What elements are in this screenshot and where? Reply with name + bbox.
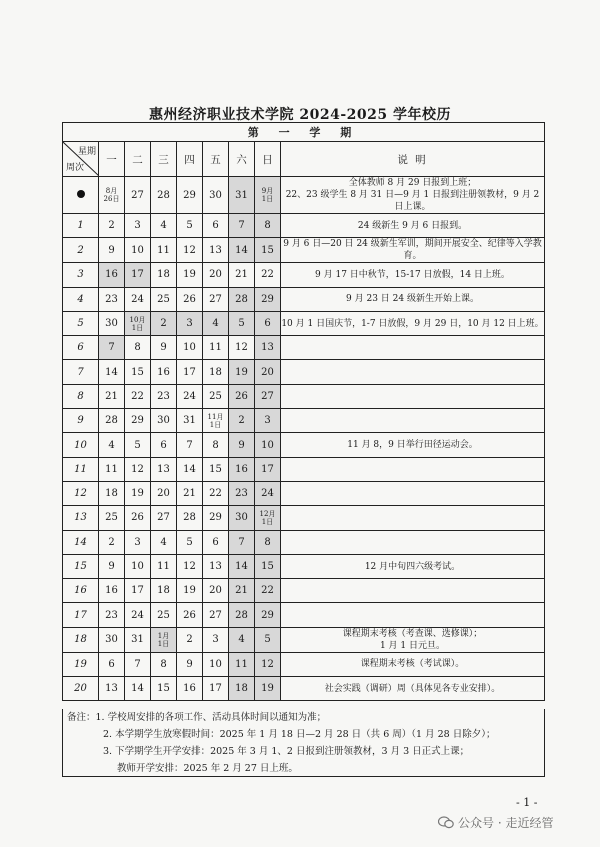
day-cell: 23 bbox=[229, 481, 255, 505]
day-cell: 9 bbox=[99, 554, 125, 578]
day-cell: 21 bbox=[177, 481, 203, 505]
week-row bbox=[63, 214, 545, 238]
week-row bbox=[63, 506, 545, 530]
week-number: 7 bbox=[63, 360, 99, 384]
day-cell: 17 bbox=[255, 457, 281, 481]
day-cell: 2 bbox=[151, 311, 177, 335]
week-row bbox=[63, 627, 545, 652]
day-cell: 20 bbox=[203, 263, 229, 287]
day-cell: 5 bbox=[125, 433, 151, 457]
week-note bbox=[281, 530, 545, 554]
day-cell: 28 bbox=[99, 409, 125, 433]
day-cell: 25 bbox=[151, 603, 177, 627]
day-cell: 11 bbox=[151, 238, 177, 263]
week-row bbox=[63, 177, 545, 214]
day-cell: 17 bbox=[177, 360, 203, 384]
day-cell: 8 bbox=[255, 214, 281, 238]
day-cell: 9 bbox=[151, 336, 177, 360]
week-note bbox=[281, 603, 545, 627]
day-cell: 28 bbox=[177, 506, 203, 530]
day-header: 六 bbox=[229, 142, 255, 177]
day-cell: 4 bbox=[151, 530, 177, 554]
day-cell: 7 bbox=[99, 336, 125, 360]
week-note: 社会实践（调研）周（具体见各专业安排）。 bbox=[281, 677, 545, 701]
day-cell: 14 bbox=[125, 677, 151, 701]
day-cell: 23 bbox=[99, 603, 125, 627]
remarks bbox=[62, 709, 545, 777]
day-cell: 3 bbox=[177, 311, 203, 335]
week-note: 9 月 23 日 24 级新生开始上课。 bbox=[281, 287, 545, 311]
day-cell: 22 bbox=[203, 481, 229, 505]
week-number: 8 bbox=[63, 384, 99, 408]
day-cell: 15 bbox=[151, 677, 177, 701]
day-cell: 12 bbox=[177, 238, 203, 263]
day-cell: 6 bbox=[99, 652, 125, 676]
day-cell: 30 bbox=[229, 506, 255, 530]
week-note: 课程期末考核（考查课、选修课）； 1 月 1 日元旦。 bbox=[281, 627, 545, 652]
week-number: 12 bbox=[63, 481, 99, 505]
day-cell: 3 bbox=[203, 627, 229, 652]
day-cell: 31 bbox=[177, 409, 203, 433]
note-header: 说 明 bbox=[281, 142, 545, 177]
week-note: 9 月 17 日中秋节，15-17 日放假，14 日上班。 bbox=[281, 263, 545, 287]
week-number: 1 bbox=[63, 214, 99, 238]
remark-item: 1. 学校周安排的各项工作、活动具体时间以通知为准； bbox=[95, 712, 327, 723]
day-cell: 13 bbox=[255, 336, 281, 360]
day-cell: 10 bbox=[125, 238, 151, 263]
day-cell: 4 bbox=[99, 433, 125, 457]
day-cell: 16 bbox=[229, 457, 255, 481]
week-note bbox=[281, 579, 545, 603]
day-cell: 25 bbox=[151, 287, 177, 311]
day-cell: 18 bbox=[151, 579, 177, 603]
day-cell: 13 bbox=[203, 554, 229, 578]
day-header: 二 bbox=[125, 142, 151, 177]
day-cell: 10 bbox=[255, 433, 281, 457]
day-header: 四 bbox=[177, 142, 203, 177]
week-row bbox=[63, 579, 545, 603]
week-note: 全体教师 8 月 29 日报到上班； 22、23 级学生 8 月 31 日—9 月 1 日报到注册领教材，9 月 2 日上课。 bbox=[281, 177, 545, 214]
page-number: - 1 - bbox=[516, 796, 538, 809]
day-cell: 9 bbox=[177, 652, 203, 676]
day-cell: 14 bbox=[229, 554, 255, 578]
day-cell: 31 bbox=[229, 177, 255, 214]
day-cell: 5 bbox=[177, 214, 203, 238]
day-cell: 8月 26日 bbox=[99, 177, 125, 214]
week-row bbox=[63, 457, 545, 481]
day-cell: 24 bbox=[255, 481, 281, 505]
day-cell: 11 bbox=[151, 554, 177, 578]
day-cell: 16 bbox=[177, 677, 203, 701]
day-cell: 21 bbox=[229, 263, 255, 287]
day-cell: 20 bbox=[255, 360, 281, 384]
day-cell: 19 bbox=[177, 579, 203, 603]
day-cell: 29 bbox=[203, 506, 229, 530]
day-cell: 26 bbox=[177, 287, 203, 311]
day-cell: 10 bbox=[125, 554, 151, 578]
day-cell: 6 bbox=[255, 311, 281, 335]
day-header: 五 bbox=[203, 142, 229, 177]
day-cell: 22 bbox=[125, 384, 151, 408]
day-cell: 27 bbox=[125, 177, 151, 214]
day-cell: 18 bbox=[229, 677, 255, 701]
remarks-label: 备注： bbox=[67, 712, 96, 723]
corner-cell bbox=[63, 142, 99, 177]
day-cell: 25 bbox=[203, 384, 229, 408]
calendar-table bbox=[62, 122, 545, 701]
week-number: 17 bbox=[63, 603, 99, 627]
remark-item: 3. 下学期学生开学安排：2025 年 3 月 1、2 日报到注册领教材，3 月 3 日正式上课； bbox=[103, 746, 470, 757]
day-cell: 12 bbox=[229, 336, 255, 360]
day-cell: 9月 1日 bbox=[255, 177, 281, 214]
week-row bbox=[63, 530, 545, 554]
day-cell: 2 bbox=[177, 627, 203, 652]
day-cell: 26 bbox=[125, 506, 151, 530]
day-cell: 16 bbox=[99, 263, 125, 287]
day-cell: 3 bbox=[255, 409, 281, 433]
day-cell: 5 bbox=[177, 530, 203, 554]
day-cell: 29 bbox=[255, 287, 281, 311]
day-cell: 8 bbox=[255, 530, 281, 554]
day-cell: 24 bbox=[125, 603, 151, 627]
day-cell: 3 bbox=[125, 214, 151, 238]
day-cell: 16 bbox=[99, 579, 125, 603]
day-cell: 28 bbox=[151, 177, 177, 214]
day-cell: 2 bbox=[229, 409, 255, 433]
corner-week-label: 周次 bbox=[66, 163, 85, 173]
day-cell: 29 bbox=[125, 409, 151, 433]
week-row bbox=[63, 603, 545, 627]
day-cell: 24 bbox=[125, 287, 151, 311]
day-cell: 18 bbox=[203, 360, 229, 384]
week-number: 20 bbox=[63, 677, 99, 701]
day-cell: 30 bbox=[99, 627, 125, 652]
week-row bbox=[63, 384, 545, 408]
day-cell: 19 bbox=[255, 677, 281, 701]
bullet-icon bbox=[77, 190, 85, 198]
day-cell: 22 bbox=[255, 579, 281, 603]
week-number: 5 bbox=[63, 311, 99, 335]
day-cell: 8 bbox=[125, 336, 151, 360]
week-number: 15 bbox=[63, 554, 99, 578]
day-header: 三 bbox=[151, 142, 177, 177]
week-note bbox=[281, 409, 545, 433]
week-row bbox=[63, 481, 545, 505]
day-cell: 19 bbox=[229, 360, 255, 384]
day-cell: 3 bbox=[125, 530, 151, 554]
day-cell: 21 bbox=[99, 384, 125, 408]
day-cell: 10月 1日 bbox=[125, 311, 151, 335]
day-cell: 7 bbox=[177, 433, 203, 457]
week-number: 18 bbox=[63, 627, 99, 652]
week-number: 19 bbox=[63, 652, 99, 676]
week-note: 10 月 1 日国庆节，1-7 日放假，9 月 29 日，10 月 12 日上班。 bbox=[281, 311, 545, 335]
week-number: 4 bbox=[63, 287, 99, 311]
day-cell: 26 bbox=[229, 384, 255, 408]
day-cell: 19 bbox=[177, 263, 203, 287]
day-cell: 28 bbox=[229, 287, 255, 311]
day-cell: 17 bbox=[203, 677, 229, 701]
day-cell: 9 bbox=[99, 238, 125, 263]
day-cell: 8 bbox=[203, 433, 229, 457]
day-cell: 12 bbox=[125, 457, 151, 481]
day-cell: 31 bbox=[125, 627, 151, 652]
week-number: 9 bbox=[63, 409, 99, 433]
week-note: 24 级新生 9 月 6 日报到。 bbox=[281, 214, 545, 238]
week-row bbox=[63, 433, 545, 457]
day-cell: 20 bbox=[203, 579, 229, 603]
day-cell: 17 bbox=[125, 579, 151, 603]
week-row bbox=[63, 287, 545, 311]
week-row bbox=[63, 554, 545, 578]
day-cell: 6 bbox=[203, 214, 229, 238]
day-cell: 25 bbox=[99, 506, 125, 530]
day-cell: 30 bbox=[151, 409, 177, 433]
day-cell: 2 bbox=[99, 530, 125, 554]
week-row bbox=[63, 677, 545, 701]
day-cell: 24 bbox=[177, 384, 203, 408]
day-cell: 5 bbox=[229, 311, 255, 335]
day-cell: 12 bbox=[177, 554, 203, 578]
calendar-body bbox=[63, 177, 545, 701]
day-cell: 19 bbox=[125, 481, 151, 505]
wechat-icon bbox=[438, 816, 454, 829]
day-cell: 15 bbox=[255, 238, 281, 263]
week-number: 11 bbox=[63, 457, 99, 481]
day-cell: 27 bbox=[203, 603, 229, 627]
day-cell: 11 bbox=[203, 336, 229, 360]
week-note bbox=[281, 384, 545, 408]
day-cell: 7 bbox=[125, 652, 151, 676]
day-cell: 14 bbox=[177, 457, 203, 481]
day-cell: 1月 1日 bbox=[151, 627, 177, 652]
day-cell: 11月 1日 bbox=[203, 409, 229, 433]
week-row bbox=[63, 652, 545, 676]
remark-item: 教师开学安排：2025 年 2 月 27 日上班。 bbox=[117, 763, 298, 774]
day-cell: 23 bbox=[99, 287, 125, 311]
day-cell: 15 bbox=[255, 554, 281, 578]
week-note: 课程期末考核（考试课）。 bbox=[281, 652, 545, 676]
week-number: 3 bbox=[63, 263, 99, 287]
week-row bbox=[63, 360, 545, 384]
day-cell: 20 bbox=[151, 481, 177, 505]
week-row bbox=[63, 263, 545, 287]
day-cell: 26 bbox=[177, 603, 203, 627]
week-note bbox=[281, 457, 545, 481]
day-cell: 5 bbox=[255, 627, 281, 652]
day-cell: 27 bbox=[255, 384, 281, 408]
week-note bbox=[281, 481, 545, 505]
corner-weekday-label: 星期 bbox=[77, 147, 96, 157]
week-number: 16 bbox=[63, 579, 99, 603]
day-cell: 13 bbox=[203, 238, 229, 263]
week-note: 12 月中旬四六级考试。 bbox=[281, 554, 545, 578]
week-number bbox=[63, 177, 99, 214]
day-cell: 2 bbox=[99, 214, 125, 238]
week-row bbox=[63, 311, 545, 335]
day-cell: 4 bbox=[151, 214, 177, 238]
day-cell: 15 bbox=[203, 457, 229, 481]
day-cell: 21 bbox=[229, 579, 255, 603]
day-cell: 30 bbox=[203, 177, 229, 214]
day-cell: 22 bbox=[255, 263, 281, 287]
watermark bbox=[438, 814, 553, 831]
day-cell: 7 bbox=[229, 214, 255, 238]
week-number: 10 bbox=[63, 433, 99, 457]
day-cell: 27 bbox=[203, 287, 229, 311]
week-note: 9 月 6 日—20 日 24 级新生军训，期间开展安全、纪律等入学教育。 bbox=[281, 238, 545, 263]
day-cell: 23 bbox=[151, 384, 177, 408]
week-number: 2 bbox=[63, 238, 99, 263]
week-number: 14 bbox=[63, 530, 99, 554]
day-cell: 7 bbox=[229, 530, 255, 554]
day-cell: 13 bbox=[99, 677, 125, 701]
day-cell: 12月 1日 bbox=[255, 506, 281, 530]
week-note bbox=[281, 506, 545, 530]
day-cell: 9 bbox=[229, 433, 255, 457]
day-cell: 11 bbox=[229, 652, 255, 676]
day-cell: 8 bbox=[151, 652, 177, 676]
day-cell: 13 bbox=[151, 457, 177, 481]
week-number: 13 bbox=[63, 506, 99, 530]
week-number: 6 bbox=[63, 336, 99, 360]
week-note bbox=[281, 336, 545, 360]
day-cell: 15 bbox=[125, 360, 151, 384]
watermark-text: 公众号 · 走近经管 bbox=[458, 816, 554, 830]
week-row bbox=[63, 409, 545, 433]
term-label: 第 一 学 期 bbox=[63, 123, 545, 142]
day-cell: 30 bbox=[99, 311, 125, 335]
day-cell: 11 bbox=[99, 457, 125, 481]
week-note: 11 月 8，9 日举行田径运动会。 bbox=[281, 433, 545, 457]
day-cell: 17 bbox=[125, 263, 151, 287]
week-note bbox=[281, 360, 545, 384]
week-row bbox=[63, 336, 545, 360]
day-cell: 16 bbox=[151, 360, 177, 384]
day-header: 一 bbox=[99, 142, 125, 177]
day-cell: 18 bbox=[99, 481, 125, 505]
day-cell: 10 bbox=[177, 336, 203, 360]
day-cell: 14 bbox=[229, 238, 255, 263]
day-cell: 12 bbox=[255, 652, 281, 676]
day-cell: 29 bbox=[177, 177, 203, 214]
day-cell: 6 bbox=[203, 530, 229, 554]
day-header: 日 bbox=[255, 142, 281, 177]
week-row bbox=[63, 238, 545, 263]
day-cell: 29 bbox=[255, 603, 281, 627]
day-cell: 4 bbox=[203, 311, 229, 335]
day-cell: 27 bbox=[151, 506, 177, 530]
page-title: 惠州经济职业技术学院 2024-2025 学年校历 bbox=[149, 107, 451, 123]
day-cell: 18 bbox=[151, 263, 177, 287]
day-cell: 28 bbox=[229, 603, 255, 627]
remark-item: 2. 本学期学生放寒假时间：2025 年 1 月 18 日—2 月 28 日（共 6 周）（1 月 28 日除夕）； bbox=[103, 729, 496, 740]
day-cell: 14 bbox=[99, 360, 125, 384]
day-cell: 4 bbox=[229, 627, 255, 652]
day-cell: 10 bbox=[203, 652, 229, 676]
day-cell: 6 bbox=[151, 433, 177, 457]
